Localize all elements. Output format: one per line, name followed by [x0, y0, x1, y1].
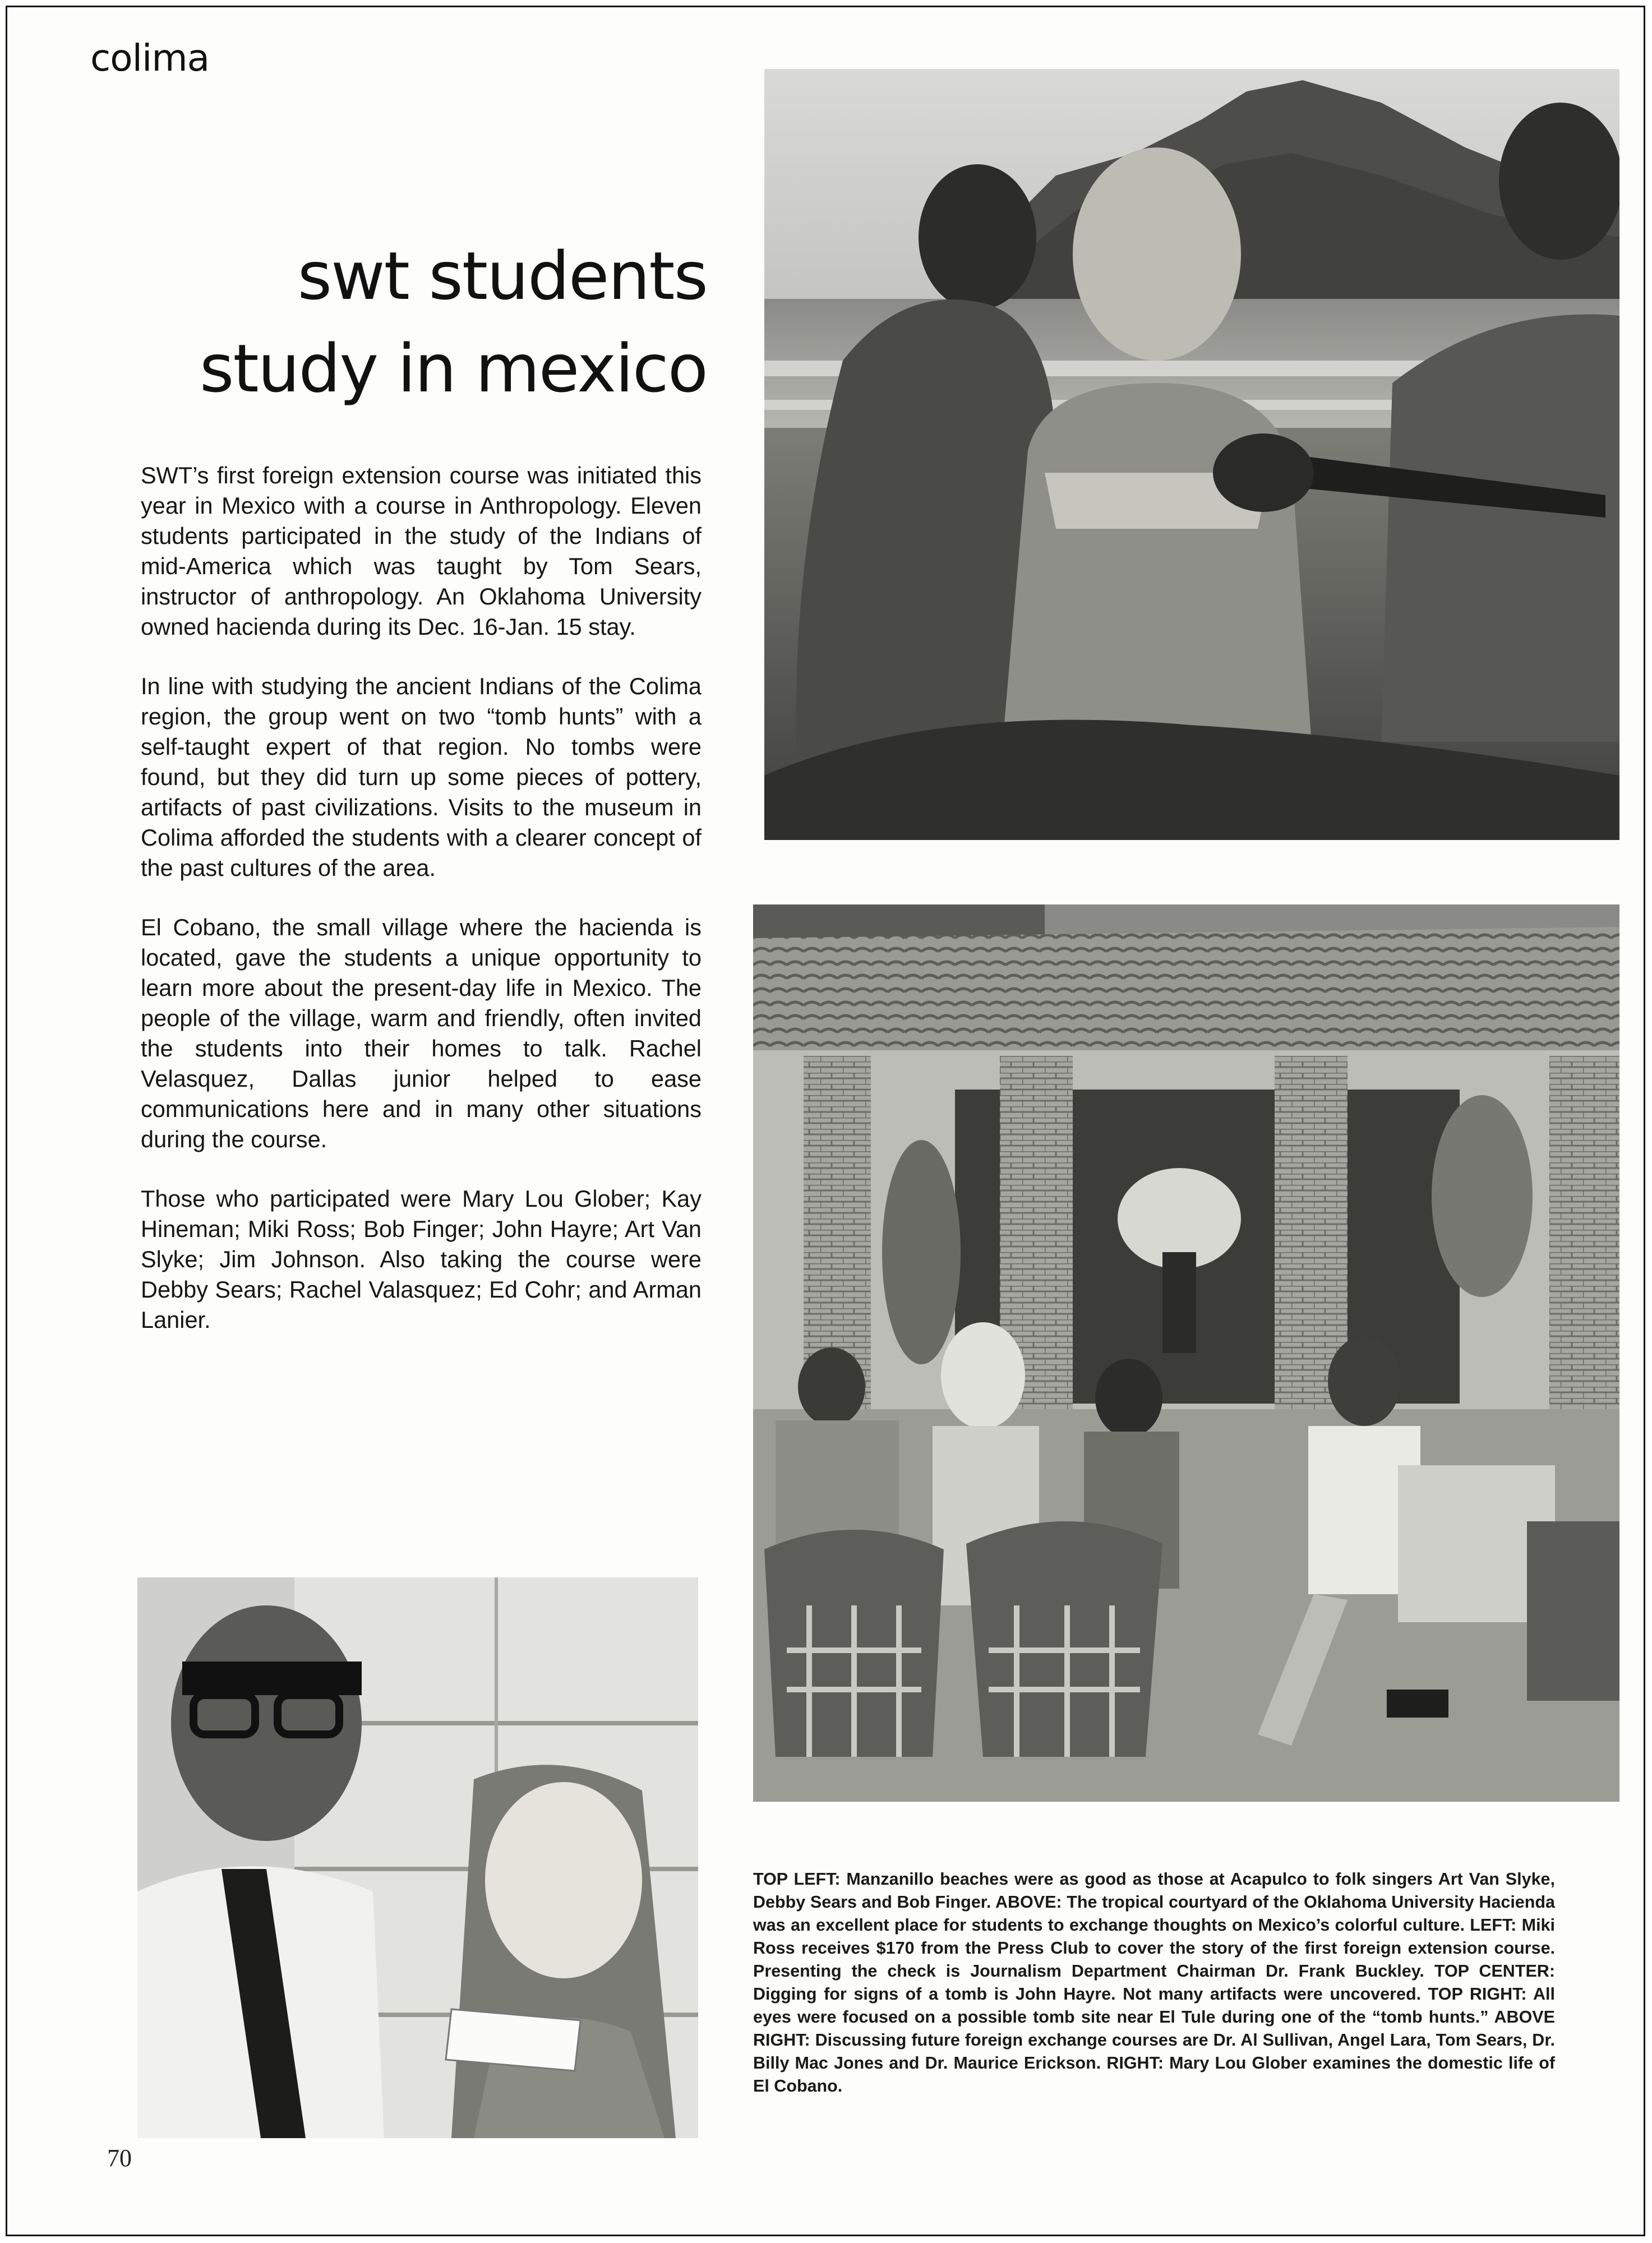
article-paragraph: El Cobano, the small village where the hacienda is located, gave the students a unique opportunity to learn more about the present-day life in Mexico. The people of the village, warm and friendly, often invited the students into their homes to talk. Rachel Velasquez, Dallas junior helped to ease communications here and in many other situations during the course.	[141, 914, 702, 1152]
article-paragraph: Those who participated were Mary Lou Glober; Kay Hineman; Miki Ross; Bob Finger; John Hayre; Art Van Slyke; Jim Johnson. Also taking the course were Debby Sears; Rachel Valasquez; Ed Cohr; and Arman Lanier.	[141, 1185, 702, 1333]
article-body	[141, 460, 702, 1364]
beach-photo-illustration	[764, 69, 1619, 840]
headline-line-1: swt students	[297, 237, 707, 315]
check-presentation-photo	[137, 1577, 698, 2138]
photo-captions: TOP LEFT: Manzanillo beaches were as good as those at Acapulco to folk singers Art Van Slyke, Debby Sears and Bob Finger. ABOVE: The tropical courtyard of the Oklahoma University Hacienda was an excellent place for students to exchange thoughts on Mexico’s colorful culture. LEFT: Miki Ross receives $170 from the Press Club to cover the story of the first foreign extension course. Presenting the check is Journalism Department Chairman Dr. Frank Buckley. TOP CENTER: Digging for signs of a tomb is John Hayre. Not many artifacts were uncovered. TOP RIGHT: All eyes were focused on a possible tomb site near El Tule during one of the “tomb hunts.” ABOVE RIGHT: Discussing future foreign exchange courses are Dr. Al Sullivan, Angel Lara, Tom Sears, Dr. Billy Mac Jones and Dr. Maurice Erickson. RIGHT: Mary Lou Glober examines the domestic life of El Cobano.	[753, 1870, 1555, 2096]
article-paragraph: In line with studying the ancient Indians of the Colima region, the group went on two “tomb hunts” with a self-taught expert of that region. No tombs were found, but they did turn up some pieces of pottery, artifacts of past civilizations. Visits to the museum in Colima afforded the students with a clearer concept of the past cultures of the area.	[141, 673, 702, 881]
courtyard-photo-illustration	[753, 904, 1619, 1802]
page-number: 70	[107, 2144, 132, 2172]
section-label: colima	[90, 36, 210, 80]
beach-guitar-photo	[764, 69, 1619, 840]
yearbook-page	[6, 6, 1645, 2236]
article-paragraph: SWT’s first foreign extension course was initiated this year in Mexico with a course in Anthropology. Eleven students participated in the study of the Indians of mid-America which was taught by Tom Sears, instructor of anthropology. An Oklahoma University owned hacienda during its Dec. 16-Jan. 15 stay.	[141, 462, 702, 640]
check-photo-illustration	[137, 1577, 698, 2138]
hacienda-courtyard-photo	[753, 904, 1619, 1802]
headline-line-2: study in mexico	[199, 330, 707, 407]
